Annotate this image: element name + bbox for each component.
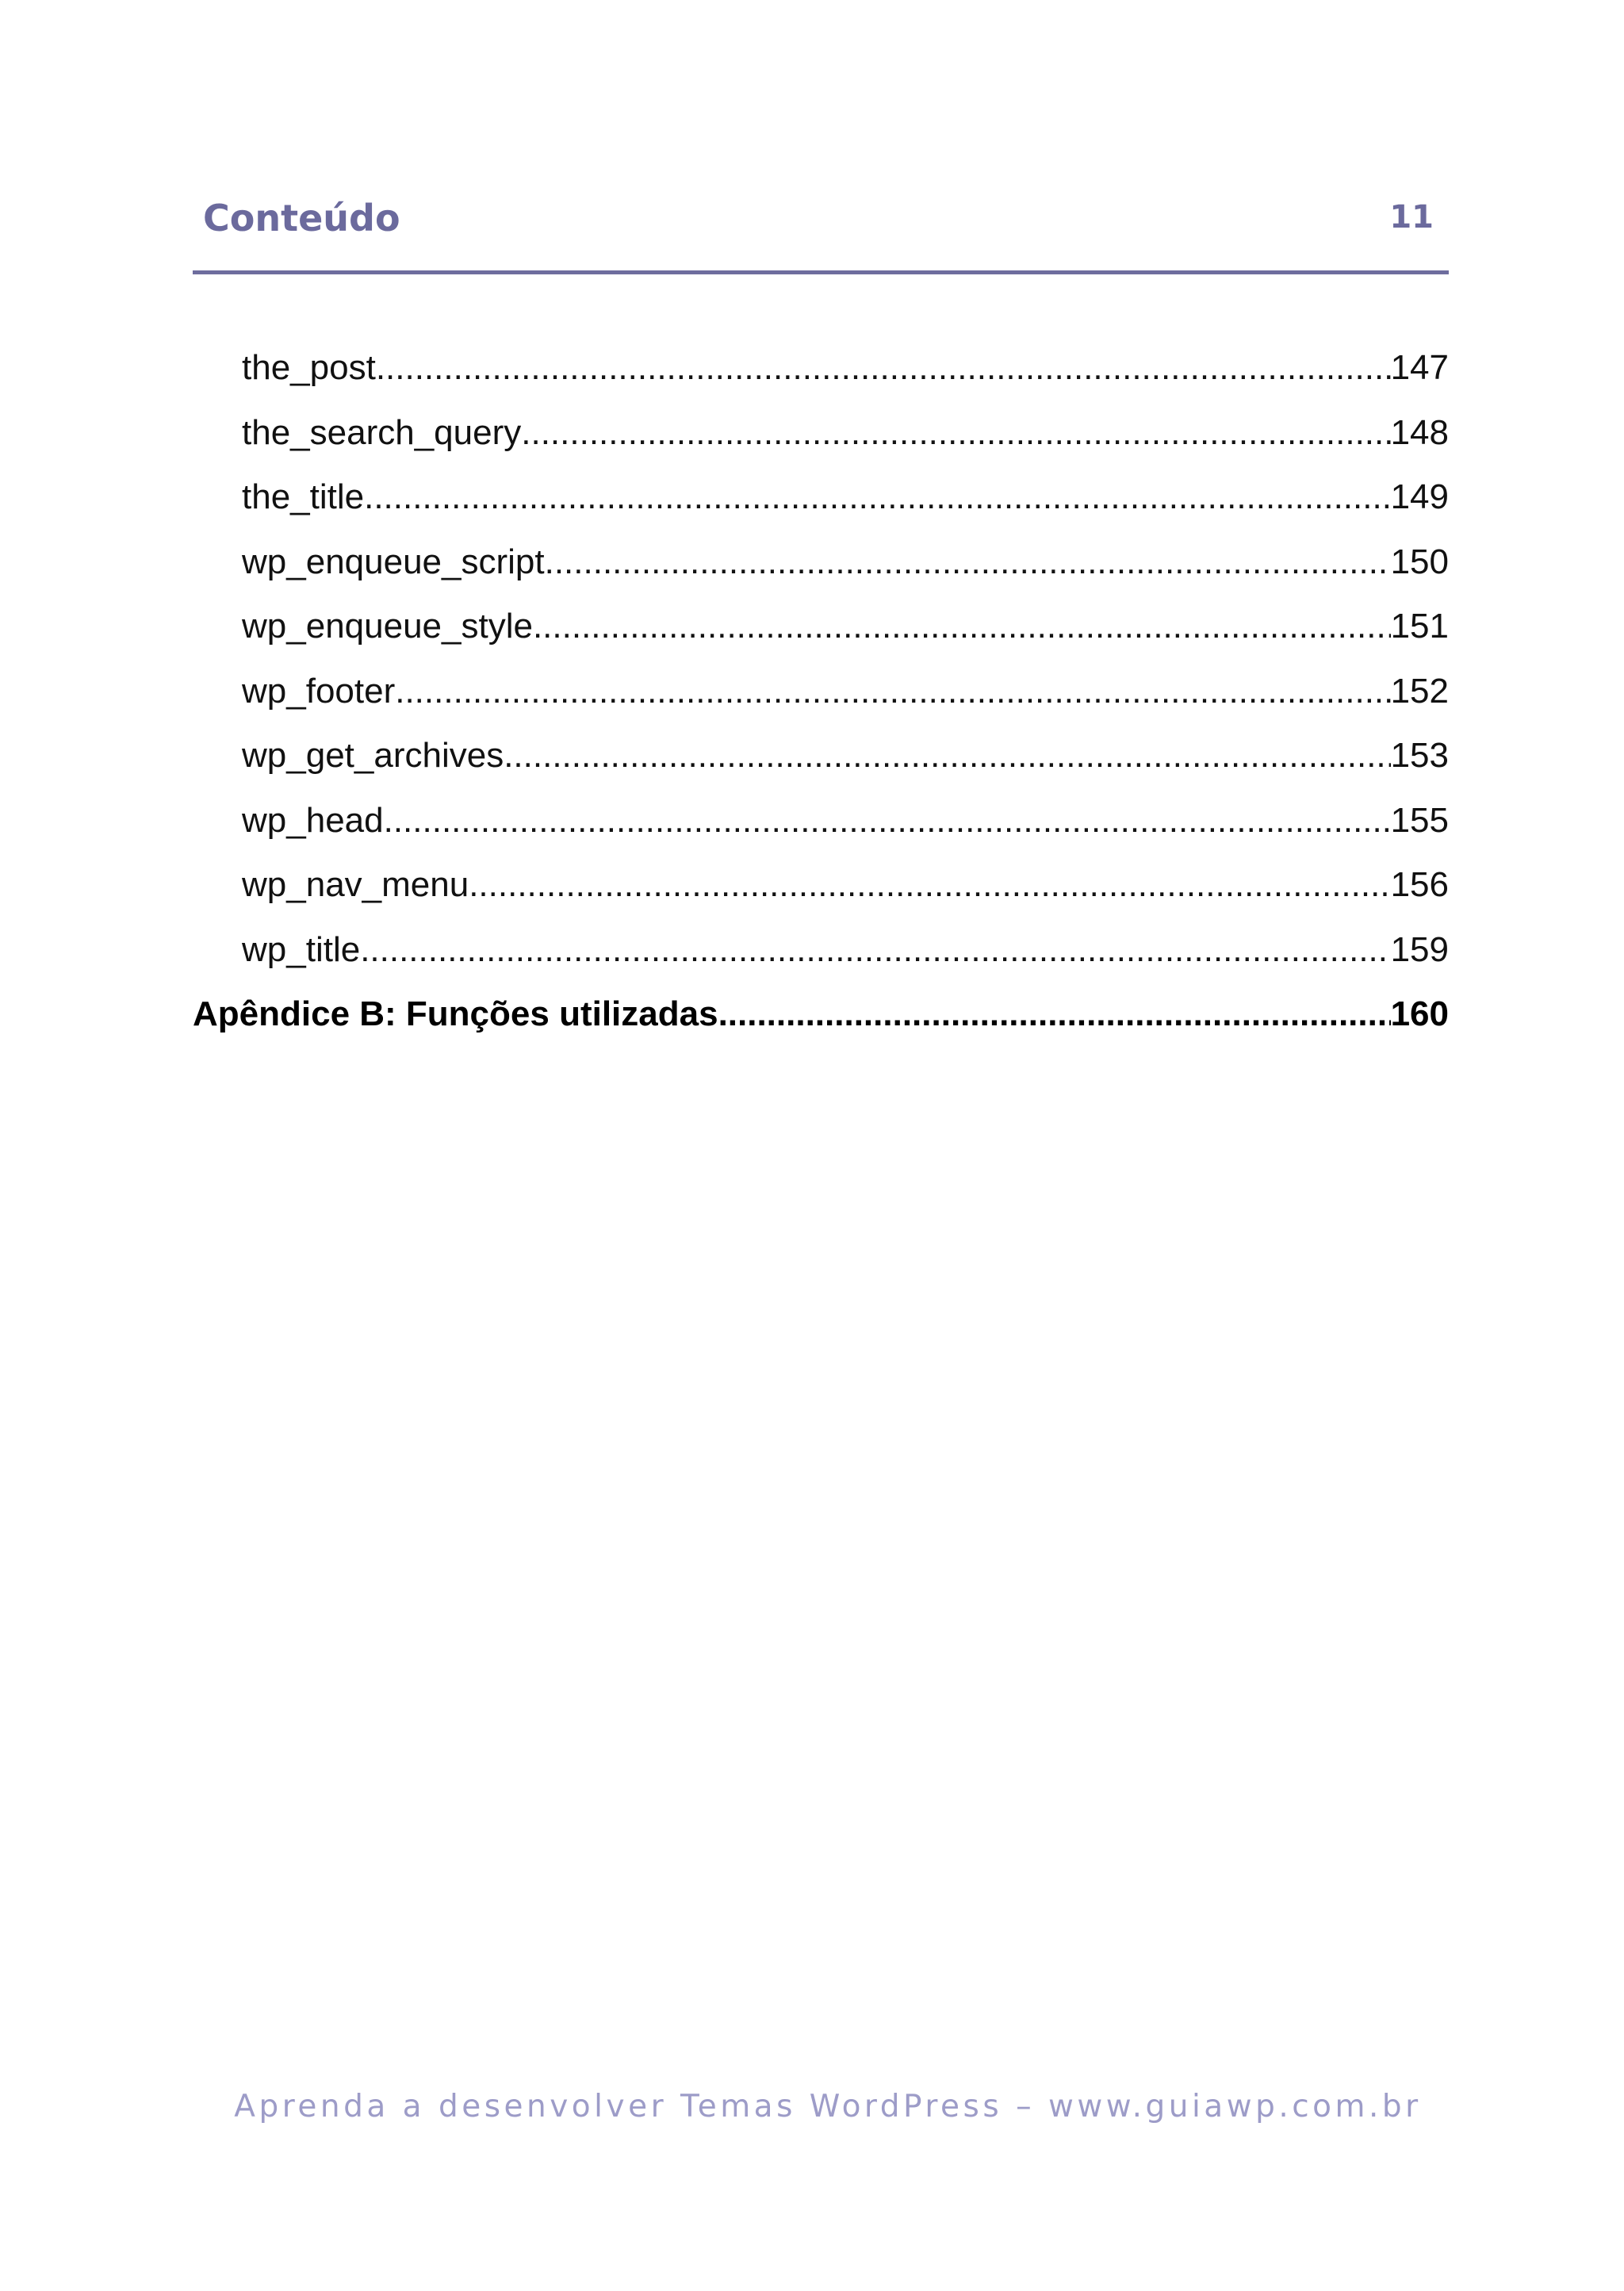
toc-leader-dots [395, 672, 1390, 711]
toc-leader-dots [469, 865, 1390, 905]
toc-leader-dots [521, 413, 1390, 453]
header-title: Conteúdo [203, 197, 400, 239]
toc-entry-label: wp_nav_menu [242, 865, 469, 904]
toc-entry-label: the_post [242, 348, 376, 387]
toc-entry[interactable] [193, 865, 1449, 930]
toc-entry-page: 151 [1390, 607, 1449, 646]
toc-entry[interactable] [193, 607, 1449, 672]
page-footer: Aprenda a desenvolver Temas WordPress – www.guiawp.com.br [234, 2089, 1422, 2124]
toc-entry-label: wp_footer [242, 671, 396, 711]
toc-entry[interactable] [193, 930, 1449, 995]
toc-entry-label: wp_enqueue_style [242, 607, 533, 646]
toc-entry-label: wp_enqueue_script [242, 542, 545, 581]
toc-entry[interactable] [193, 413, 1449, 478]
header-page-number: 11 [1389, 199, 1434, 236]
toc-entry[interactable] [193, 801, 1449, 866]
toc-entry-page: 147 [1390, 348, 1449, 387]
toc-leader-dots [718, 994, 1391, 1034]
toc-entry-page: 153 [1390, 736, 1449, 775]
toc-entry-page: 148 [1390, 412, 1449, 452]
toc-leader-dots [376, 348, 1391, 388]
toc-entry-label: Apêndice B: Funções utilizadas [193, 994, 718, 1033]
toc-entry[interactable] [193, 736, 1449, 801]
toc-entry-page: 155 [1390, 800, 1449, 840]
toc-entry[interactable] [193, 348, 1449, 413]
toc-entry[interactable] [193, 542, 1449, 607]
toc-entry-page: 149 [1390, 477, 1449, 516]
toc-entry-page: 152 [1390, 671, 1449, 711]
toc-entry-label: wp_get_archives [242, 736, 504, 775]
toc-entry-appendix[interactable] [193, 994, 1449, 1059]
toc-leader-dots [384, 801, 1391, 841]
toc-entry[interactable] [193, 477, 1449, 542]
toc-leader-dots [364, 477, 1390, 517]
toc-entry-page: 150 [1390, 542, 1449, 581]
toc-entry-label: the_search_query [242, 412, 522, 452]
toc-entry[interactable] [193, 672, 1449, 737]
toc-leader-dots [360, 930, 1390, 970]
table-of-contents [193, 348, 1449, 1059]
header-divider [193, 270, 1449, 274]
toc-entry-label: wp_title [242, 929, 361, 969]
toc-entry-label: wp_head [242, 800, 384, 840]
toc-entry-page: 160 [1390, 994, 1449, 1033]
toc-leader-dots [545, 542, 1391, 582]
toc-entry-label: the_title [242, 477, 365, 516]
toc-entry-page: 156 [1390, 865, 1449, 904]
toc-leader-dots [533, 607, 1391, 646]
toc-leader-dots [504, 736, 1390, 776]
toc-entry-page: 159 [1390, 929, 1449, 969]
